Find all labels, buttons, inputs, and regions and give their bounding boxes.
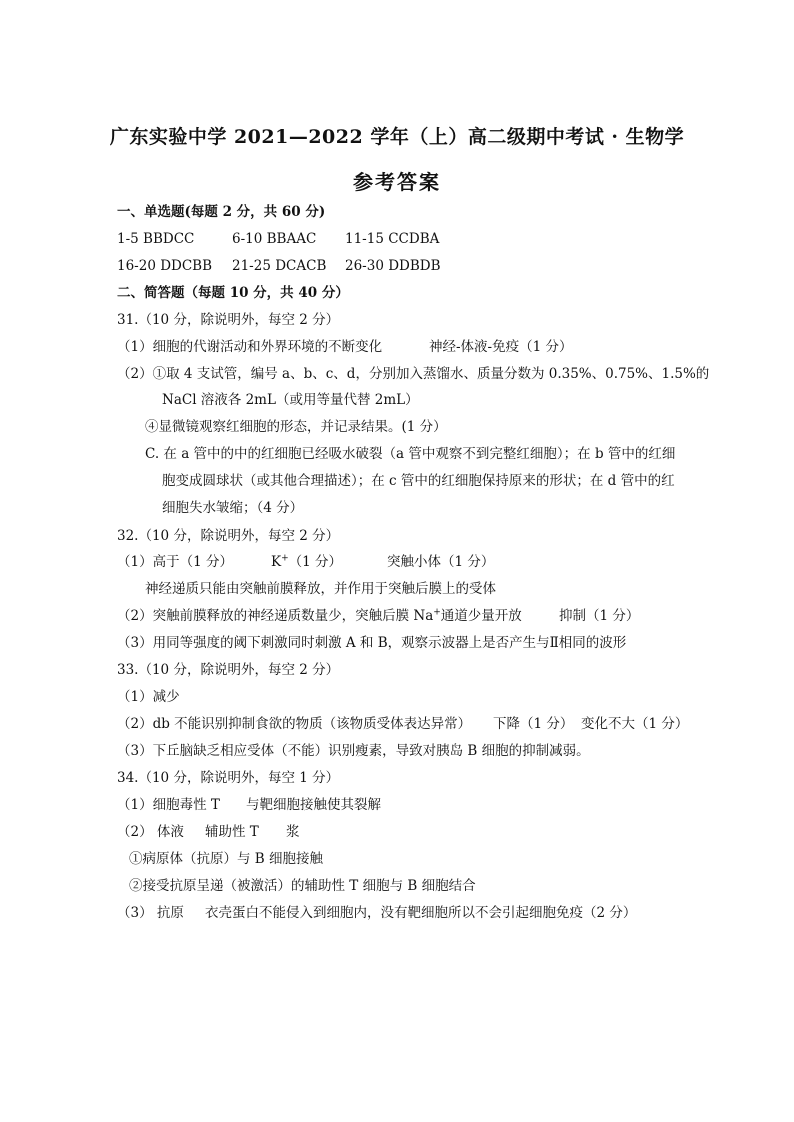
q31-p2c: ④显微镜观察红细胞的形态，并记录结果。(1 分） bbox=[145, 419, 447, 435]
q34-p2a: （2） 体液 bbox=[117, 824, 184, 840]
q32-p2c: 抑制（1 分） bbox=[559, 608, 640, 624]
q32-p1b bbox=[271, 553, 342, 571]
q31-p1b: 神经-体液-免疫（1 分） bbox=[429, 339, 573, 355]
q34-header: 34.（10 分，除说明外，每空 1 分） bbox=[117, 770, 340, 786]
q32-k-base: K bbox=[271, 554, 282, 570]
q33-p2c: 变化不大（1 分） bbox=[581, 716, 689, 732]
q34-p3b: 衣壳蛋白不能侵入到细胞内，没有靶细胞所以不会引起细胞免疫（2 分） bbox=[205, 905, 637, 921]
q33-p2a: （2）db 不能识别抑制食欲的物质（该物质受体表达异常） bbox=[117, 716, 472, 732]
answer-6-10: 6-10 BBAAC bbox=[232, 231, 317, 247]
q33-header: 33.（10 分，除说明外，每空 2 分） bbox=[117, 662, 340, 678]
q32-p1a: （1）高于（1 分） bbox=[117, 554, 233, 570]
q31-p2d: C. 在 a 管中的中的红细胞已经吸水破裂（a 管中观察不到完整红细胞）；在 b 管中的红细 bbox=[145, 446, 676, 462]
q34-p2d: ①病原体（抗原）与 B 细胞接触 bbox=[129, 851, 324, 867]
q32-p2-sup: + bbox=[433, 607, 441, 618]
answer-21-25: 21-25 DCACB bbox=[232, 258, 327, 274]
q32-p1c: 突触小体（1 分） bbox=[387, 554, 495, 570]
q31-p2f: 细胞失水皱缩；（4 分） bbox=[162, 500, 304, 516]
answer-1-5: 1-5 BBDCC bbox=[117, 231, 195, 247]
q33-p1: （1）减少 bbox=[117, 689, 180, 705]
q34-p2e: ②接受抗原呈递（被激活）的辅助性 T 细胞与 B 细胞结合 bbox=[129, 878, 476, 894]
q32-header: 32.（10 分，除说明外，每空 2 分） bbox=[117, 528, 340, 544]
answer-16-20: 16-20 DDCBB bbox=[117, 258, 213, 274]
q34-p1b: 与靶细胞接触使其裂解 bbox=[246, 797, 381, 813]
q31-p2e: 胞变成圆球状（或其他合理描述）；在 c 管中的红细胞保持原来的形状；在 d 管中的红 bbox=[162, 473, 675, 489]
q32-p2b: 通道少量开放 bbox=[440, 608, 522, 624]
answer-11-15: 11-15 CCDBA bbox=[345, 231, 440, 247]
q33-p3: （3）下丘脑缺乏相应受体（不能）识别瘦素，导致对胰岛 B 细胞的抑制减弱。 bbox=[117, 743, 590, 759]
answer-26-30: 26-30 DDBDB bbox=[345, 258, 441, 274]
section2-heading: 二、简答题（每题 10 分，共 40 分） bbox=[117, 285, 349, 301]
q32-p1d: 神经递质只能由突触前膜释放，并作用于突触后膜上的受体 bbox=[145, 581, 496, 597]
q32-p2a: （2）突触前膜释放的神经递质数量少，突触后膜 Na bbox=[117, 608, 434, 624]
q31-p1a: （1）细胞的代谢活动和外界环境的不断变化 bbox=[117, 339, 383, 355]
q34-p3a: （3） 抗原 bbox=[117, 905, 184, 921]
q31-p2a: （2）①取 4 支试管，编号 a、b、c、d，分别加入蒸馏水、质量分数为 0.35%、0.75%、1.5%的 bbox=[117, 366, 710, 382]
page-title: 广东实验中学 2021—2022 学年（上）高二级期中考试 · 生物学 bbox=[109, 126, 685, 148]
q34-p2c: 浆 bbox=[286, 824, 300, 840]
q31-p2b: NaCl 溶液各 2mL（或用等量代替 2mL） bbox=[162, 392, 419, 408]
q32-k-rest: （1 分） bbox=[288, 554, 343, 570]
q33-p2b: 下降（1 分） bbox=[493, 716, 574, 732]
q31-header: 31.（10 分，除说明外，每空 2 分） bbox=[117, 312, 340, 328]
q32-k-sup: + bbox=[281, 553, 289, 564]
page-subtitle: 参考答案 bbox=[353, 170, 441, 194]
q34-p1a: （1）细胞毒性 T bbox=[117, 797, 220, 813]
q32-p2 bbox=[117, 607, 522, 625]
section1-heading: 一、单选题(每题 2 分，共 60 分) bbox=[117, 204, 326, 220]
q32-p3: （3）用同等强度的阈下刺激同时刺激 A 和 B，观察示波器上是否产生与Ⅱ相同的波形 bbox=[117, 635, 627, 651]
q34-p2b: 辅助性 T bbox=[205, 824, 259, 840]
